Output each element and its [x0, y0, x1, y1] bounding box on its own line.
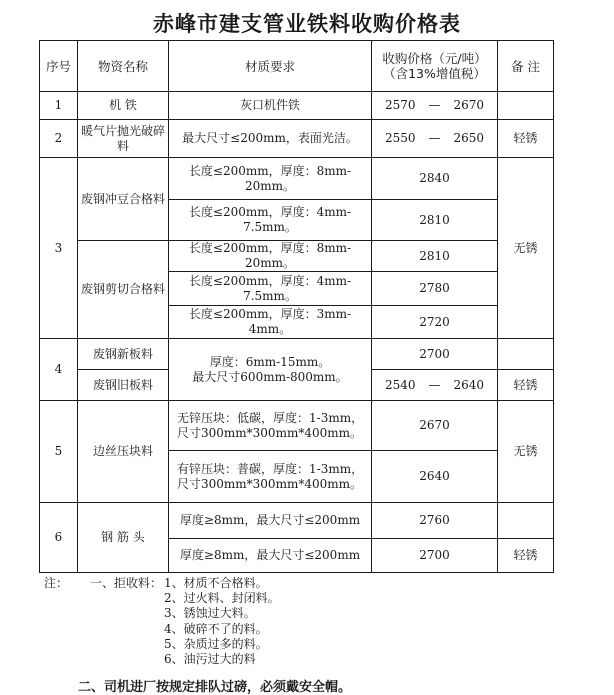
- header-price-line2: （含13%增值税）: [383, 66, 486, 81]
- row4-material-line2: 最大尺寸600mm-800mm。: [192, 369, 348, 384]
- row4-price-b: [372, 370, 498, 401]
- row2-remark: 轻锈: [498, 120, 554, 158]
- row4-price-b-high: 2640: [453, 377, 484, 392]
- list-item: 4、破碎不了的料。: [164, 621, 268, 636]
- row2-price-high: 2650: [453, 131, 484, 145]
- row3-a1-price: 2840: [372, 158, 498, 200]
- row6-b-material: 厚度≥8mm，最大尺寸≤200mm: [169, 539, 372, 573]
- row5-a-material-line1: 无锌压块：低碳，厚度：1-3mm，: [177, 410, 364, 425]
- row6-a-remark: [498, 503, 554, 539]
- header-price-line1: 收购价格（元/吨）: [382, 51, 487, 66]
- list-item: 3、锈蚀过大料。: [164, 606, 256, 621]
- row4-remark-a: [498, 339, 554, 370]
- row4-material-line1: 厚度：6mm-15mm。: [209, 354, 331, 369]
- header-remark: 备 注: [498, 41, 554, 92]
- header-seq: 序号: [40, 41, 78, 92]
- header-price: [372, 41, 498, 92]
- header-name: 物资名称: [78, 41, 169, 92]
- row1-price: [372, 92, 498, 120]
- row4-remark-b: 轻锈: [498, 370, 554, 401]
- row4-name-b: 废钢旧板料: [78, 370, 169, 401]
- row4-name-a: 废钢新板料: [78, 339, 169, 370]
- rule1-title: 一、拒收料：: [90, 576, 163, 590]
- row3-name-b: 废钢剪切合格料: [78, 241, 169, 339]
- row2-seq: 2: [40, 120, 78, 158]
- list-item: 6、油污过大的料: [164, 652, 256, 667]
- table-row: [40, 339, 554, 370]
- row3-remark: 无锈: [498, 158, 554, 339]
- row5-b-material-line2: 尺寸300mm*300mm*400mm。: [177, 476, 362, 491]
- list-item: 5、杂质过多的料。: [164, 636, 268, 651]
- row6-b-remark: 轻锈: [498, 539, 554, 573]
- row1-price-high: 2670: [453, 98, 484, 112]
- row3-b3-price: 2720: [372, 306, 498, 339]
- rule2-text: 二、司机进厂按规定排队过磅，必须戴安全帽。: [78, 680, 352, 695]
- row3-b2-material: 长度≤200mm，厚度：4mm-7.5mm。: [169, 272, 372, 306]
- header-row: [40, 41, 554, 92]
- row6-a-price: 2760: [372, 503, 498, 539]
- row3-b1-price: 2810: [372, 241, 498, 272]
- table-row: [40, 401, 554, 451]
- row4-seq: 4: [40, 339, 78, 401]
- row5-seq: 5: [40, 401, 78, 503]
- reject-list: [164, 576, 280, 667]
- row6-name: 钢 筋 头: [78, 503, 169, 573]
- row2-price-dash: —: [428, 131, 441, 145]
- row1-price-dash: —: [428, 98, 441, 112]
- row5-remark: 无锈: [498, 401, 554, 503]
- row3-b1-material: 长度≤200mm，厚度：8mm-20mm。: [169, 241, 372, 272]
- row1-price-low: 2570: [385, 98, 416, 112]
- row2-material: 最大尺寸≤200mm，表面光洁。: [169, 120, 372, 158]
- row5-a-material-line2: 尺寸300mm*300mm*400mm。: [177, 425, 362, 440]
- row1-material: 灰口机件铁: [169, 92, 372, 120]
- row3-name-a: 废钢冲豆合格料: [78, 158, 169, 241]
- row5-b-material-line1: 有锌压块：普碳，厚度：1-3mm，: [177, 461, 364, 476]
- list-item: 2、过火料、封闭料。: [164, 591, 280, 606]
- row3-a1-material: 长度≤200mm，厚度：8mm-20mm。: [169, 158, 372, 200]
- price-table: [39, 40, 554, 573]
- list-item: 1、材质不合格料。: [164, 576, 268, 590]
- row4-price-b-low: 2540: [385, 377, 416, 392]
- row3-seq: 3: [40, 158, 78, 339]
- table-row: [40, 92, 554, 120]
- table-row: [40, 120, 554, 158]
- row4-price-b-dash: —: [428, 377, 441, 392]
- row5-a-material: [169, 401, 372, 451]
- row6-seq: 6: [40, 503, 78, 573]
- row5-name: 边丝压块料: [78, 401, 169, 503]
- row5-b-material: [169, 451, 372, 503]
- row2-price-low: 2550: [385, 131, 416, 145]
- row5-a-price: 2670: [372, 401, 498, 451]
- row5-b-price: 2640: [372, 451, 498, 503]
- header-material: 材质要求: [169, 41, 372, 92]
- page-title: 赤峰市建支管业铁料收购价格表: [153, 12, 461, 36]
- row3-b3-material: 长度≤200mm，厚度：3mm-4mm。: [169, 306, 372, 339]
- row4-material: [169, 339, 372, 401]
- row2-name: 暖气片抛光破碎料: [78, 120, 169, 158]
- row4-price-a: 2700: [372, 339, 498, 370]
- table-row: [40, 503, 554, 539]
- notes-label: 注：: [44, 576, 69, 590]
- row1-seq: 1: [40, 92, 78, 120]
- table-row: [40, 241, 554, 272]
- row3-b2-price: 2780: [372, 272, 498, 306]
- row6-a-material: 厚度≥8mm，最大尺寸≤200mm: [169, 503, 372, 539]
- row2-price: [372, 120, 498, 158]
- row3-a2-price: 2810: [372, 200, 498, 241]
- row1-remark: [498, 92, 554, 120]
- row3-a2-material: 长度≤200mm，厚度：4mm-7.5mm。: [169, 200, 372, 241]
- row6-b-price: 2700: [372, 539, 498, 573]
- row1-name: 机 铁: [78, 92, 169, 120]
- table-row: [40, 158, 554, 200]
